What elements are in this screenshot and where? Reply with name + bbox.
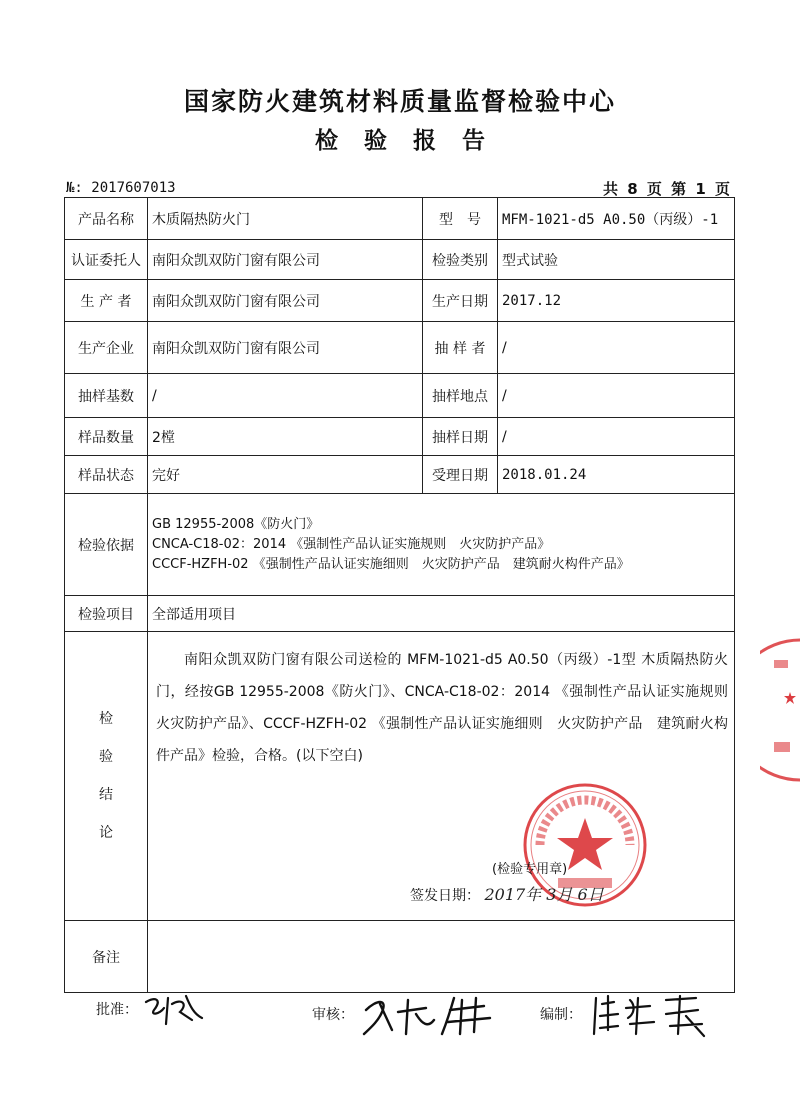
label-client: 认证委托人 (65, 240, 148, 280)
label-model: 型 号 (423, 198, 498, 240)
approve-label: 批准： (96, 1002, 138, 1018)
table-row (65, 322, 735, 374)
conclusion-label-char: 论 (99, 825, 113, 841)
value-product-name: 木质隔热防火门 (148, 198, 423, 240)
compile-signature-block (540, 990, 726, 1040)
edge-seal-icon (760, 630, 800, 790)
issue-date (410, 882, 604, 905)
review-label: 审核： (312, 1007, 354, 1023)
report-number: №: 2017607013 (66, 180, 176, 196)
report-table (64, 197, 742, 993)
label-sample-place: 抽样地点 (423, 374, 498, 418)
review-signature-block (312, 990, 528, 1040)
label-product-name: 产品名称 (65, 198, 148, 240)
org-title: 国家防火建筑材料质量监督检验中心 (183, 87, 616, 116)
label-accept-date: 受理日期 (423, 456, 498, 494)
conclusion-text: 南阳众凯双防门窗有限公司送检的 MFM-1021-d5 A0.50（丙级）-1型 木质隔热防火门，经按GB 12955-2008《防火门》、CNCA-C18-02：2014 《强制性产品认证实施规则 火灾防护产品》、CCCF-HZFH-02 《强制性产品认证实施细则 火灾防护产品 建筑耐火构件产品》检验，合格。(以下空白) (156, 652, 742, 764)
label-sample-state: 样品状态 (65, 456, 148, 494)
label-items: 检验项目 (65, 596, 148, 632)
label-sampler: 抽 样 者 (423, 322, 498, 374)
table-row (65, 240, 735, 280)
value-sample-place: / (498, 374, 735, 418)
label-prod-date: 生产日期 (423, 280, 498, 322)
value-test-type: 型式试验 (498, 240, 735, 280)
approve-signature-block (96, 990, 212, 1030)
value-sample-qty: 2樘 (148, 418, 423, 456)
value-remarks (148, 921, 735, 993)
label-producer: 生 产 者 (65, 280, 148, 322)
issue-date-label: 签发日期： (410, 888, 480, 904)
label-sample-date: 抽样日期 (423, 418, 498, 456)
table-row (65, 596, 735, 632)
page-info: 共 8 页 第 1 页 (603, 180, 732, 198)
conclusion-label-char: 结 (99, 787, 113, 803)
label-basis: 检验依据 (65, 494, 148, 596)
approve-signature-icon (142, 990, 212, 1030)
label-sample-qty: 样品数量 (65, 418, 148, 456)
value-client: 南阳众凯双防门窗有限公司 (148, 240, 423, 280)
review-signature-icon (358, 990, 528, 1040)
value-sample-state: 完好 (148, 456, 423, 494)
basis-line-3: CCCF-HZFH-02 《强制性产品认证实施细则 火灾防护产品 建筑耐火构件产品》 (152, 556, 630, 572)
table-row (65, 494, 735, 596)
compile-label: 编制： (540, 1007, 582, 1023)
table-row (65, 418, 735, 456)
table-row (65, 198, 735, 240)
label-prod-company: 生产企业 (65, 322, 148, 374)
label-remarks: 备注 (65, 921, 148, 993)
compile-signature-icon (586, 990, 726, 1040)
value-sampler: / (498, 322, 735, 374)
table-row (65, 921, 735, 993)
label-conclusion (65, 632, 148, 921)
table-row (65, 632, 735, 921)
table-row (65, 456, 735, 494)
table-row (65, 374, 735, 418)
basis-line-1: GB 12955-2008《防火门》 (152, 516, 320, 532)
label-sample-base: 抽样基数 (65, 374, 148, 418)
value-basis (148, 494, 735, 596)
value-prod-date: 2017.12 (498, 280, 735, 322)
value-sample-date: / (498, 418, 735, 456)
stamp-label: (检验专用章) (492, 862, 568, 877)
label-test-type: 检验类别 (423, 240, 498, 280)
value-prod-company: 南阳众凯双防门窗有限公司 (148, 322, 423, 374)
conclusion-cell (148, 632, 742, 921)
value-model: MFM-1021-d5 A0.50（丙级）-1 (498, 198, 735, 240)
basis-line-2: CNCA-C18-02：2014 《强制性产品认证实施规则 火灾防护产品》 (152, 536, 551, 552)
value-accept-date: 2018.01.24 (498, 456, 735, 494)
value-sample-base: / (148, 374, 423, 418)
value-producer: 南阳众凯双防门窗有限公司 (148, 280, 423, 322)
issue-date-value: 2017年 3月 6日 (484, 885, 604, 904)
report-title: 检验报告 (315, 128, 511, 154)
conclusion-label-char: 检 (99, 711, 113, 727)
conclusion-label-char: 验 (99, 749, 113, 765)
value-items: 全部适用项目 (148, 596, 735, 632)
table-row (65, 280, 735, 322)
